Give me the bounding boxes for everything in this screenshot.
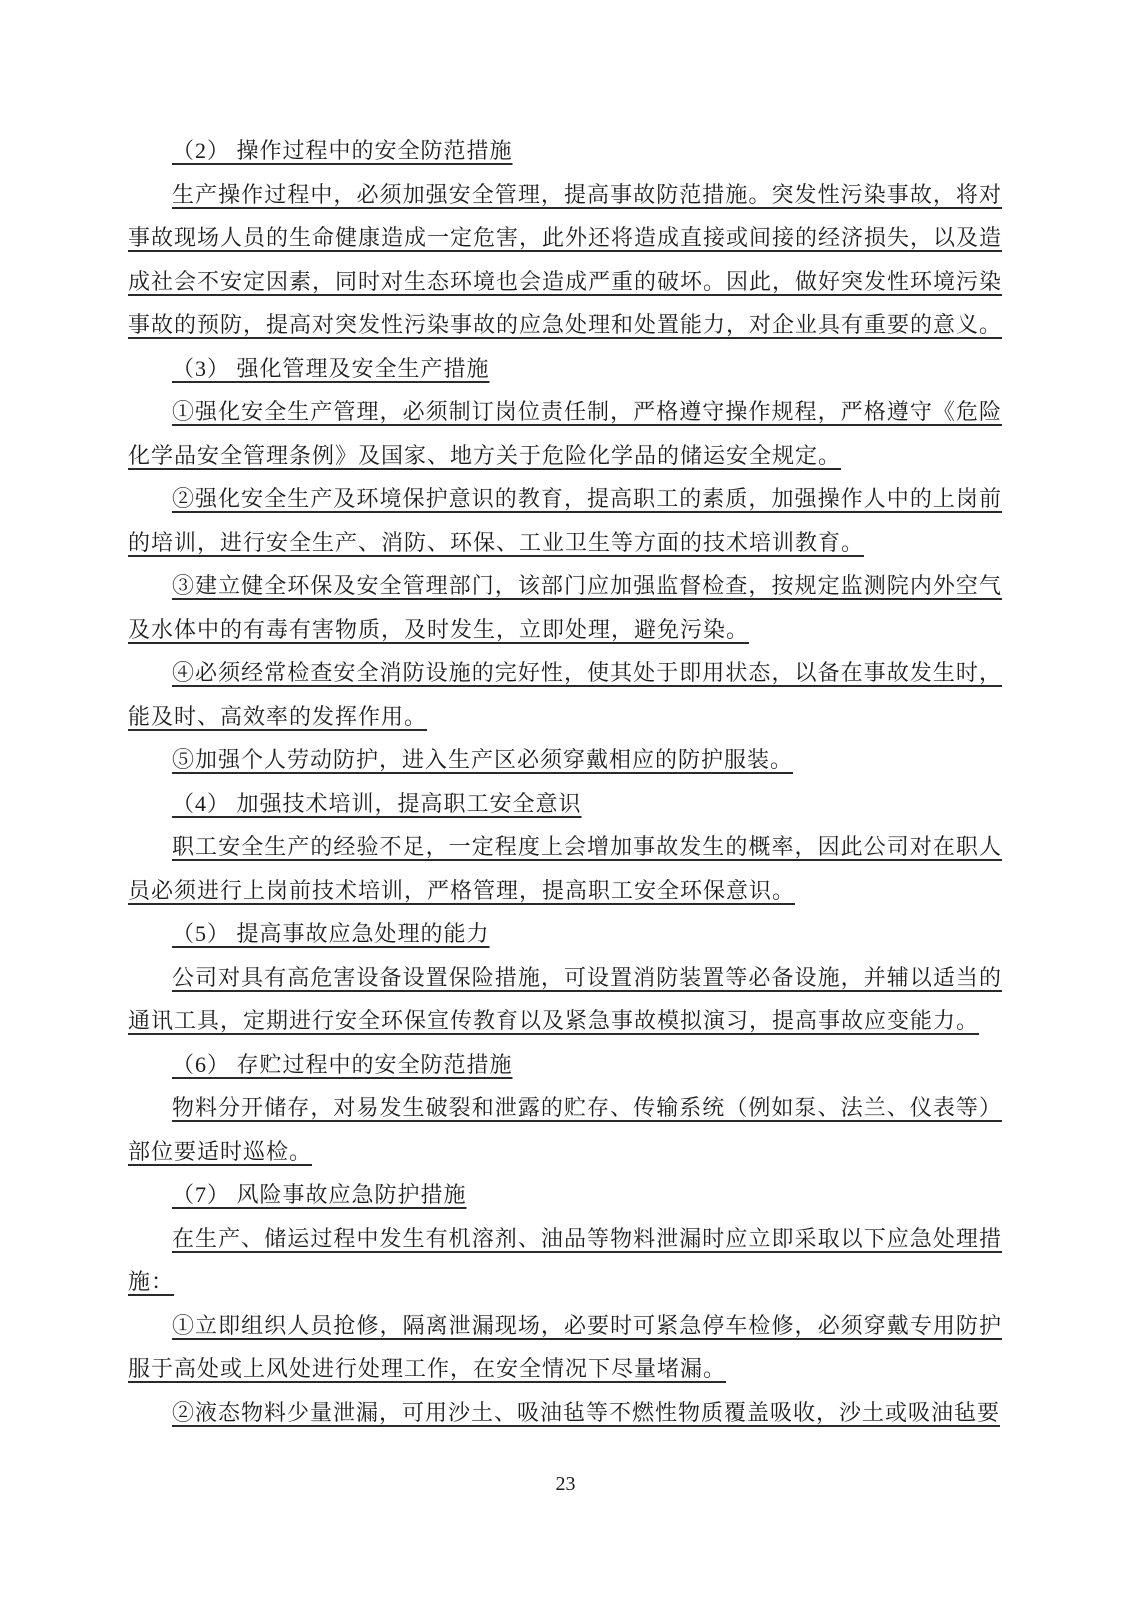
- section-3-item-1: ①强化安全生产管理，必须制订岗位责任制，严格遵守操作规程，严格遵守《危险化学品安全管理条例》及国家、地方关于危险化学品的储运安全规定。: [128, 399, 1002, 468]
- page-number: 23: [555, 1473, 576, 1495]
- section-7-item-2: ②液态物料少量泄漏，可用沙土、吸油毡等不燃性物质覆盖吸收，沙土或吸油毡要: [172, 1399, 1001, 1425]
- section-3-item-3: ③建立健全环保及安全管理部门，该部门应加强监督检查，按规定监测院内外空气及水体中的有毒有害物质，及时发生，立即处理，避免污染。: [128, 573, 1002, 642]
- section-5-paragraph: 公司对具有高危害设备设置保险措施，可设置消防装置等必备设施，并辅以适当的通讯工具，定期进行安全环保宣传教育以及紧急事故模拟演习，提高事故应变能力。: [128, 964, 1002, 1033]
- section-heading-7: （7） 风险事故应急防护措施: [172, 1182, 467, 1207]
- section-4-paragraph: 职工安全生产的经验不足，一定程度上会增加事故发生的概率，因此公司对在职人员必须进行上岗前技术培训，严格管理，提高职工安全环保意识。: [128, 834, 1002, 903]
- section-3-item-4: ④必须经常检查安全消防设施的完好性，使其处于即用状态，以备在事故发生时，能及时、高效率的发挥作用。: [128, 660, 1002, 729]
- section-7-intro: 在生产、储运过程中发生有机溶剂、油品等物料泄漏时应立即采取以下应急处理措施：: [128, 1225, 1002, 1294]
- document-body: [128, 129, 1002, 1434]
- section-heading-5: （5） 提高事故应急处理的能力: [172, 921, 490, 946]
- section-3-item-5: ⑤加强个人劳动防护，进入生产区必须穿戴相应的防护服装。: [172, 747, 794, 772]
- section-heading-6: （6） 存贮过程中的安全防范措施: [172, 1051, 513, 1077]
- section-2-paragraph: 生产操作过程中，必须加强安全管理，提高事故防范措施。突发性污染事故，将对事故现场人员的生命健康造成一定危害，此外还将造成直接或间接的经济损失，以及造成社会不安定因素，同时对生态环境也会造成严重的破坏。因此，做好突发性环境污染事故的预防，提高对突发性污染事故的应急处理和处置能力，对企业具有重要的意义。: [128, 181, 1003, 337]
- section-heading-4: （4） 加强技术培训，提高职工安全意识: [172, 790, 582, 816]
- section-heading-3: （3） 强化管理及安全生产措施: [172, 355, 490, 381]
- section-3-item-2: ②强化安全生产及环境保护意识的教育，提高职工的素质，加强操作人中的上岗前的培训，进行安全生产、消防、环保、工业卫生等方面的技术培训教育。: [128, 486, 1002, 555]
- section-6-paragraph: 物料分开储存，对易发生破裂和泄露的贮存、传输系统（例如泵、法兰、仪表等）部位要适时巡检。: [128, 1095, 1002, 1164]
- section-heading-2: （2） 操作过程中的安全防范措施: [172, 138, 513, 163]
- section-7-item-1: ①立即组织人员抢修，隔离泄漏现场，必要时可紧急停车检修，必须穿戴专用防护服于高处或上风处进行处理工作，在安全情况下尽量堵漏。: [128, 1312, 1002, 1381]
